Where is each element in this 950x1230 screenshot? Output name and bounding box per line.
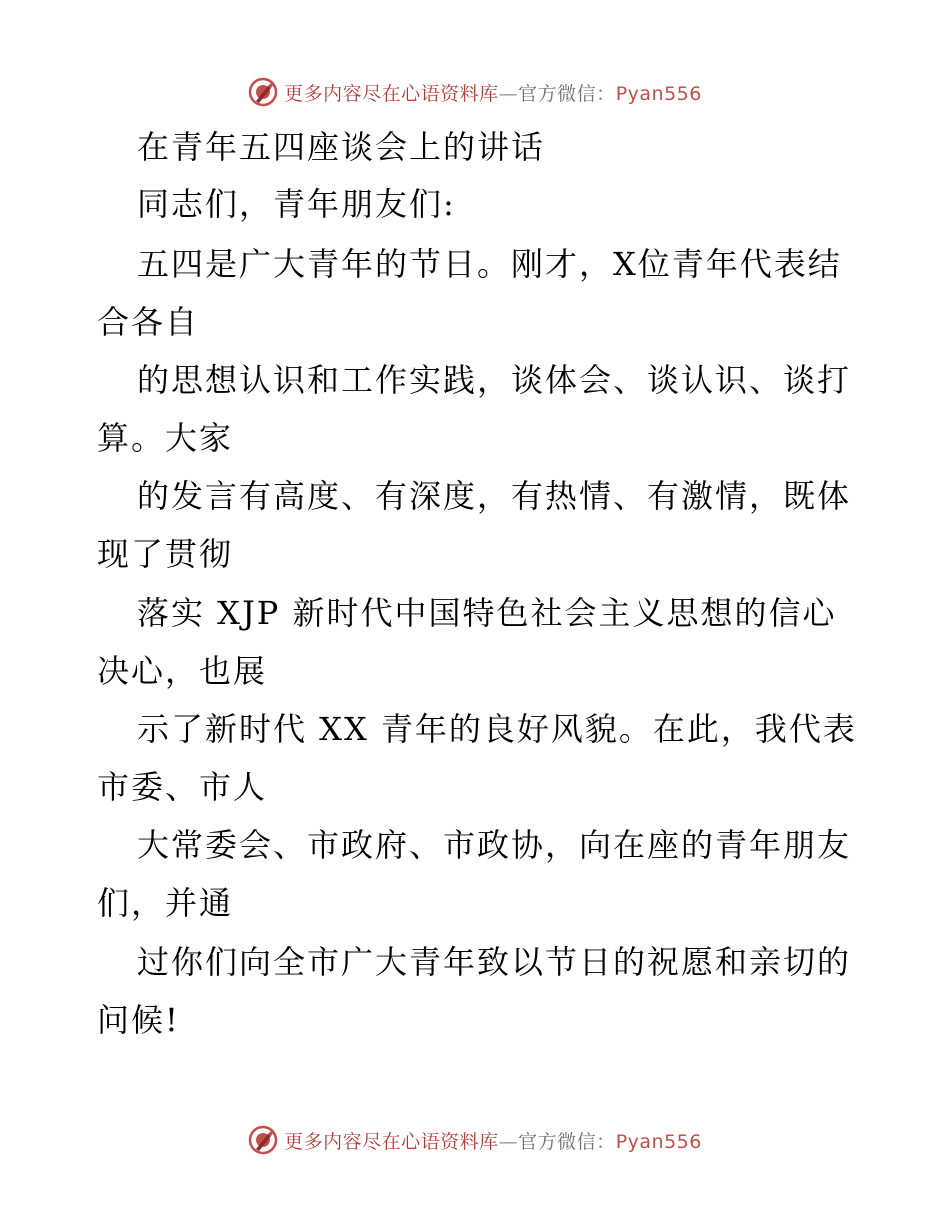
paragraph-line: 们，并通 — [97, 884, 234, 922]
paragraph-line: 算。大家 — [97, 419, 234, 457]
paragraph-line: 现了贯彻 — [97, 535, 234, 573]
paragraph-line: 大常委会、市政府、市政协，向在座的青年朋友 — [137, 826, 852, 864]
document-title: 在青年五四座谈会上的讲话 — [137, 128, 546, 166]
salutation: 同志们，青年朋友们: — [137, 185, 456, 223]
paragraph-line: 问候! — [97, 1001, 180, 1039]
paragraph-line: 的思想认识和工作实践，谈体会、谈认识、谈打 — [137, 361, 852, 399]
paragraph-line: 决心，也展 — [97, 652, 268, 690]
banner-text: 更多内容尽在心语资料库—官方微信：Pyan556 — [284, 1130, 702, 1153]
pen-logo-icon — [248, 77, 278, 107]
header-banner — [0, 72, 950, 112]
banner-text: 更多内容尽在心语资料库—官方微信：Pyan556 — [284, 82, 702, 105]
paragraph-line: 合各自 — [97, 303, 200, 341]
paragraph-line: 市委、市人 — [97, 768, 268, 806]
pen-logo-icon — [248, 1125, 278, 1155]
footer-banner — [0, 1120, 950, 1160]
paragraph-line: 过你们向全市广大青年致以节日的祝愿和亲切的 — [137, 943, 852, 981]
paragraph-line: 示了新时代 XX 青年的良好风貌。在此，我代表 — [137, 710, 857, 748]
paragraph-line: 落实 XJP 新时代中国特色社会主义思想的信心 — [137, 594, 837, 632]
paragraph-line: 的发言有高度、有深度，有热情、有激情，既体 — [137, 477, 852, 515]
paragraph-line: 五四是广大青年的节日。刚才，X位青年代表结 — [137, 245, 842, 283]
